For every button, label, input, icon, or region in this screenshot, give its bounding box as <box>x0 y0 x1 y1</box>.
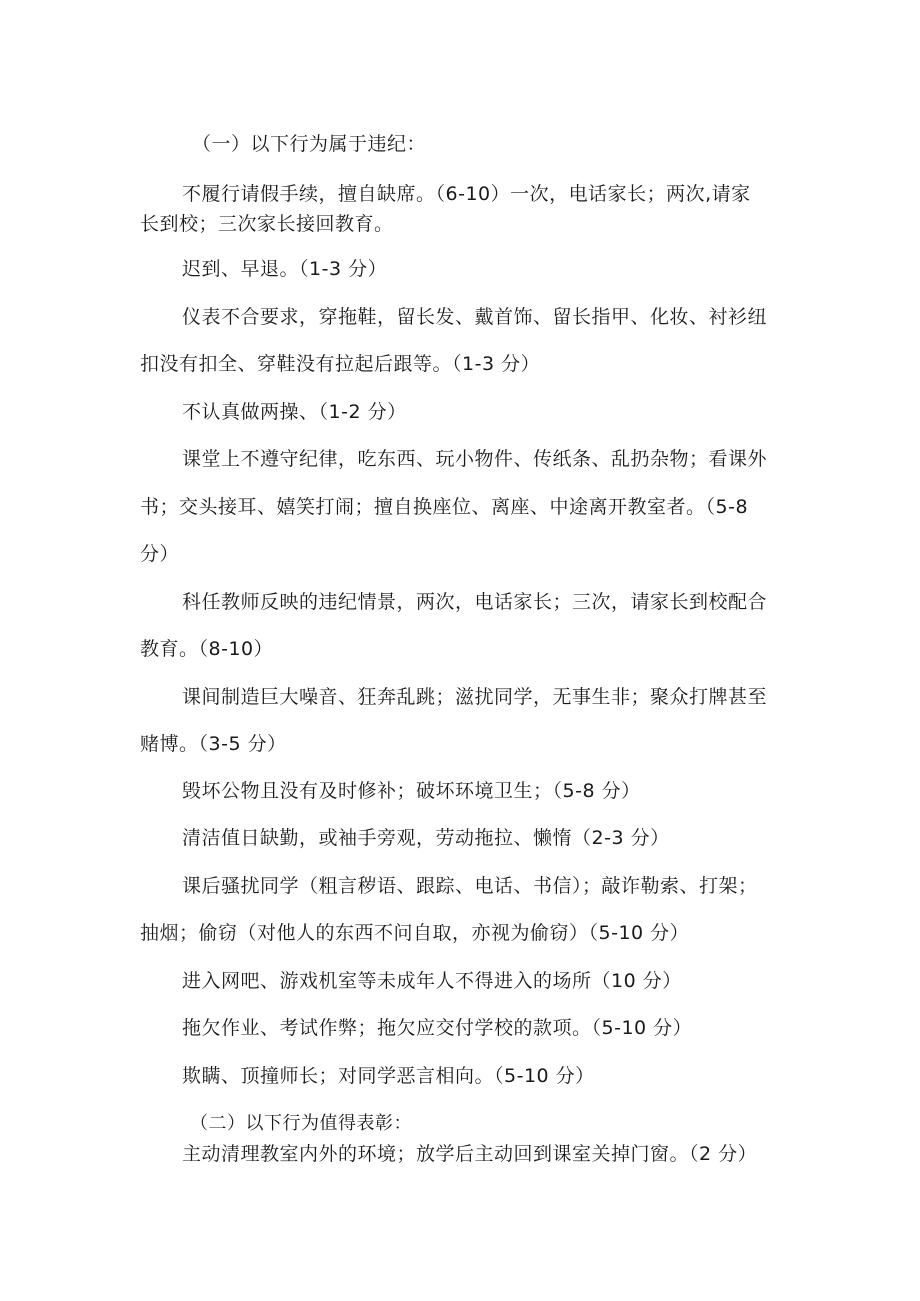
rule-5-line-1: 课堂上不遵守纪律，吃东西、玩小物件、传纸条、乱扔杂物；看课外 <box>182 448 768 470</box>
section-1-heading: （一）以下行为属于违纪： <box>192 133 427 155</box>
rule-10-line-1: 课后骚扰同学（粗言秽语、跟踪、电话、书信）；敲诈勒索、打架； <box>182 875 758 897</box>
rule-10-line-2: 抽烟；偷窃（对他人的东西不问自取，亦视为偷窃）（5-10 分） <box>140 922 690 944</box>
rule-6-line-1: 科任教师反映的违纪情景，两次，电话家长；三次，请家长到校配合 <box>182 591 768 613</box>
rule-8-line-1: 毁坏公物且没有及时修补；破坏环境卫生；（5-8 分） <box>182 780 641 802</box>
rule-1-line-2: 长到校；三次家长接回教育。 <box>140 213 394 235</box>
rule-4-line-1: 不认真做两操、（1-2 分） <box>182 401 407 423</box>
rule-6-line-2: 教育。（8-10） <box>140 638 274 660</box>
rule-7-line-1: 课间制造巨大噪音、狂奔乱跳；滋扰同学，无事生非；聚众打牌甚至 <box>182 686 768 708</box>
commend-1-line-1: 主动清理教室内外的环境；放学后主动回到课室关掉门窗。（2 分） <box>182 1143 758 1165</box>
rule-12-line-1: 拖欠作业、考试作弊；拖欠应交付学校的款项。（5-10 分） <box>182 1017 693 1039</box>
rule-5-line-3: 分） <box>140 543 180 565</box>
rule-3-line-2: 扣没有扣全、穿鞋没有拉起后跟等。（1-3 分） <box>140 353 541 375</box>
rule-3-line-1: 仪表不合要求，穿拖鞋，留长发、戴首饰、留长指甲、化妆、衬衫纽 <box>182 306 768 328</box>
rule-5-line-2: 书；交头接耳、嬉笑打闹；擅自换座位、离座、中途离开教室者。（5-8 <box>140 496 749 518</box>
rule-7-line-2: 赌博。（3-5 分） <box>140 733 287 755</box>
rule-2-line-1: 迟到、早退。（1-3 分） <box>182 258 388 280</box>
section-2-heading: （二）以下行为值得表彰： <box>190 1113 412 1134</box>
rule-1-line-1: 不履行请假手续，擅自缺席。（6-10）一次，电话家长；两次,请家 <box>182 183 751 205</box>
rule-9-line-1: 清洁值日缺勤，或袖手旁观，劳动拖拉、懒惰（2-3 分） <box>182 827 670 849</box>
rule-11-line-1: 进入网吧、游戏机室等未成年人不得进入的场所（10 分） <box>182 970 682 992</box>
rule-13-line-1: 欺瞒、顶撞师长；对同学恶言相向。（5-10 分） <box>182 1065 595 1087</box>
